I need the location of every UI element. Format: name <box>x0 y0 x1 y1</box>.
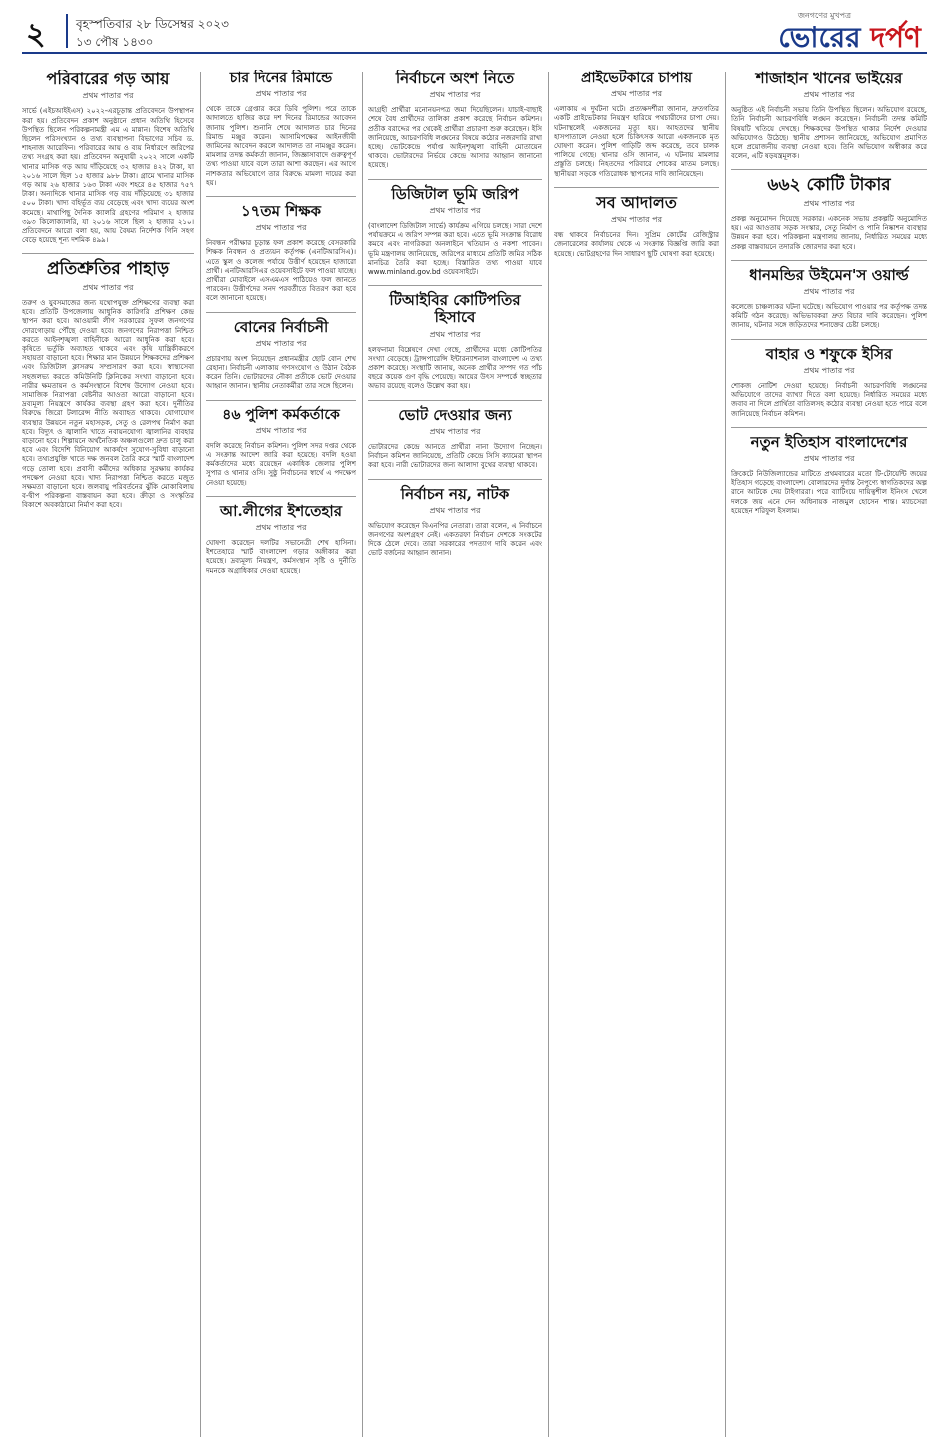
headline: ৬৬২ কোটি টাকার <box>767 175 891 196</box>
masthead-divider <box>66 14 68 48</box>
continued-label: প্রথম পাতার পর <box>429 90 481 100</box>
continued-label: প্রথম পাতার পর <box>82 282 134 292</box>
column-2 <box>206 70 356 1440</box>
article-body: থেকে তাকে গ্রেপ্তার করে ডিবি পুলিশ। পরে তাকে আদালতে হাজির করে দশ দিনের রিমান্ডের আবেদন জানায় পুলিশ। শুনানি শেষে আদালত চার দিনের রিমান্ড মঞ্জুর করেন। আসামিপক্ষের আইনজীবী জামিনের আবেদন করলে আদালত তা নামঞ্জুর করেন। মামলার তদন্ত কর্মকর্তা জানান, জিজ্ঞাসাবাদে গুরুত্বপূর্ণ তথ্য পাওয়া যাবে বলে তারা আশা করছেন। এর আগে নাশকতার অভিযোগে তার বিরুদ্ধে মামলা দায়ের করা হয়। <box>206 105 356 187</box>
continued-label: প্রথম পাতার পর <box>255 523 307 533</box>
article-promises <box>22 260 194 510</box>
article-body: ঘোষণা করেছেন দলটির সভানেত্রী শেখ হাসিনা। ইশতেহারে স্মার্ট বাংলাদেশ গড়ার অঙ্গীকার করা হয়েছে। দ্রব্যমূল্য নিয়ন্ত্রণ, কর্মসংস্থান সৃষ্টি ও দুর্নীতি দমনকে অগ্রাধিকার দেওয়া হয়েছে। <box>206 539 356 575</box>
logo-tagline: জনগণের মুখপত্র <box>797 11 851 20</box>
article-662-crore <box>731 176 927 251</box>
headline: সব আদালত <box>596 192 677 212</box>
article-body: (বাংলাদেশ ডিজিটাল সার্ভে) কার্যক্রম এগিয়ে চলছে। সারা দেশে পর্যায়ক্রমে এ জরিপ সম্পন্ন করা হবে। এতে ভূমি সংক্রান্ত বিরোধ কমবে এবং নাগরিকরা অনলাইনে খতিয়ান ও নকশা পাবেন। ভূমি মন্ত্রণালয় জানিয়েছে, জরিপের মাধ্যমে প্রতিটি জমির সঠিক মানচিত্র তৈরি করা হচ্ছে। বিস্তারিত তথ্য পাওয়া যাবে www.minland.gov.bd ওয়েবসাইটে। <box>368 221 542 276</box>
article-body: বদলি করেছে নির্বাচন কমিশন। পুলিশ সদর দপ্তর থেকে এ সংক্রান্ত আদেশ জারি করা হয়েছে। বদলি হওয়া কর্মকর্তাদের মধ্যে রয়েছেন একাধিক জেলার পুলিশ সুপার ও থানার ওসি। সুষ্ঠু নির্বাচনের স্বার্থে এ পদক্ষেপ নেওয়া হয়েছে। <box>206 441 356 487</box>
continued-label: প্রথম পাতার পর <box>803 90 855 100</box>
article-body: অভিযোগ করেছেন বিএনপির নেতারা। তারা বলেন, এ নির্বাচনে জনগণের অংশগ্রহণ নেই। একতরফা নির্বাচন দেশকে সংকটের দিকে ঠেলে দেবে। তারা সরকারের পদত্যাগ দাবি করেন এবং ভোট বর্জনের আহ্বান জানান। <box>368 521 542 558</box>
continued-label: প্রথম পাতার পর <box>255 425 307 435</box>
headline: আ.লীগের ইশতেহার <box>220 501 342 520</box>
headline: নতুন ইতিহাস বাংলাদেশের <box>750 432 908 451</box>
headline: টিআইবির কোটিপতির হিসাবে <box>389 291 521 327</box>
continued-label: প্রথম পাতার পর <box>429 205 481 215</box>
article-body: তরুণ ও যুবসমাজের জন্য যথোপযুক্ত প্রশিক্ষণের ব্যবস্থা করা হবে। প্রতিটি উপজেলায় আধুনিক কারিগরি প্রশিক্ষণ কেন্দ্র স্থাপন করা হবে। আওয়ামী লীগ সরকারের সুফল জনগণের দোরগোড়ায় পৌঁছে দেওয়া হবে। জনগণের নিরাপত্তা নিশ্চিত করতে আইনশৃঙ্খলা বাহিনীকে আরো আধুনিক করা হবে। কৃষিতে ভর্তুকি অব্যাহত থাকবে এবং কৃষি যান্ত্রিকীকরণে সহায়তা বাড়ানো হবে। শিক্ষার মান উন্নয়নে শিক্ষকদের প্রশিক্ষণ এবং ডিজিটাল ক্লাসরুম সম্প্রসারণ করা হবে। স্বাস্থ্যসেবা সহজলভ্য করতে কমিউনিটি ক্লিনিকের সংখ্যা বাড়ানো হবে। নারীর ক্ষমতায়ন ও কর্মসংস্থানে বিশেষ উদ্যোগ নেওয়া হবে। সামাজিক নিরাপত্তা বেষ্টনীর আওতা আরো বাড়ানো হবে। দ্রব্যমূল্য নিয়ন্ত্রণে কার্যকর ব্যবস্থা গ্রহণ করা হবে। দুর্নীতির বিরুদ্ধে জিরো টলারেন্স নীতি অব্যাহত থাকবে। যোগাযোগ ব্যবস্থার উন্নয়নে নতুন মহাসড়ক, সেতু ও রেলপথ নির্মাণ করা হবে। বিদ্যুৎ ও জ্বালানি খাতে নবায়নযোগ্য জ্বালানির ব্যবহার বাড়ানো হবে। শিল্পায়নে অর্থনৈতিক অঞ্চলগুলো দ্রুত চালু করা হবে এবং বিদেশি বিনিয়োগ আকর্ষণে সুযোগ-সুবিধা বাড়ানো হবে। তথ্যপ্রযুক্তি খাতে দক্ষ জনবল তৈরি করে স্মার্ট বাংলাদেশ গড়ে তোলা হবে। প্রবাসী কর্মীদের অধিকার সুরক্ষায় কার্যকর পদক্ষেপ নেওয়া হবে। খাদ্য নিরাপত্তা নিশ্চিত করতে মজুত সক্ষমতা বাড়ানো হবে। জলবায়ু পরিবর্তনের ঝুঁকি মোকাবিলায় ব-দ্বীপ পরিকল্পনা বাস্তবায়ন করা হবে। ক্রীড়া ও সংস্কৃতির বিকাশে অবকাঠামো নির্মাণ করা হবে। <box>22 298 194 510</box>
article-body: নিবন্ধন পরীক্ষার চূড়ান্ত ফল প্রকাশ করেছে বেসরকারি শিক্ষক নিবন্ধন ও প্রত্যয়ন কর্তৃপক্ষ (এনটিআরসিএ)। এতে স্কুল ও কলেজ পর্যায়ে উত্তীর্ণ হয়েছেন হাজারো প্রার্থী। এনটিআরসিএর ওয়েবসাইটে ফল পাওয়া যাচ্ছে। প্রার্থীরা মোবাইলে এসএমএস পাঠিয়েও ফল জানতে পারবেন। উত্তীর্ণদের সনদ পরবর্তীতে বিতরণ করা হবে বলে জানানো হয়েছে। <box>206 239 356 303</box>
article-bahar-shafu-ec <box>731 346 927 419</box>
continued-label: প্রথম পাতার পর <box>82 91 134 101</box>
article-body: আগ্রহী প্রার্থীরা মনোনয়নপত্র জমা দিয়েছিলেন। যাচাই-বাছাই শেষে বৈধ প্রার্থীদের তালিকা প্রকাশ করেছে নির্বাচন কমিশন। প্রতীক বরাদ্দের পর থেকেই প্রার্থীরা প্রচারণা শুরু করেছেন। ইসি জানিয়েছে, আচরণবিধি লঙ্ঘনের বিষয়ে কঠোর নজরদারি রাখা হচ্ছে। ভোটকেন্দ্রে পর্যাপ্ত আইনশৃঙ্খলা বাহিনী মোতায়েন থাকবে। ভোটারদের নির্ভয়ে কেন্দ্রে আসার আহ্বান জানানো হয়েছে। <box>368 106 542 170</box>
column-5 <box>731 70 927 1440</box>
headline: নির্বাচন নয়, নাটক <box>400 484 510 503</box>
column-rule <box>200 72 201 1437</box>
column-rule <box>725 72 726 1437</box>
article-election-participation <box>368 70 542 171</box>
column-1 <box>22 70 194 1440</box>
article-body: প্রকল্প অনুমোদন দিয়েছে সরকার। একনেক সভায় প্রকল্পটি অনুমোদিত হয়। এর আওতায় সড়ক সংস্কার, সেতু নির্মাণ ও পানি নিষ্কাশন ব্যবস্থার উন্নয়ন করা হবে। পরিকল্পনা মন্ত্রণালয় জানায়, নির্ধারিত সময়ের মধ্যে প্রকল্প বাস্তবায়নে তদারকি জোরদার করা হবে। <box>731 215 927 251</box>
article-police-transfer <box>206 407 356 488</box>
article-body: এলাকায় এ দুর্ঘটনা ঘটে। প্রত্যক্ষদর্শীরা জানান, দ্রুতগতির একটি প্রাইভেটকার নিয়ন্ত্রণ হারিয়ে পথচারীদের চাপা দেয়। ঘটনাস্থলেই একজনের মৃত্যু হয়। আহতদের স্থানীয় হাসপাতালে নেওয়া হলে চিকিৎসক আরো একজনকে মৃত ঘোষণা করেন। পুলিশ গাড়িটি জব্দ করেছে, তবে চালক পালিয়ে গেছে। থানার ওসি জানান, এ ঘটনায় মামলার প্রস্তুতি চলছে। নিহতদের পরিবারে শোকের মাতম চলছে। স্থানীয়রা সড়কে গতিরোধক স্থাপনের দাবি জানিয়েছেন। <box>554 105 719 178</box>
continued-label: প্রথম পাতার পর <box>255 223 307 233</box>
date-bengali: ১৩ পৌষ ১৪৩০ <box>76 35 154 49</box>
newspaper-logo <box>778 10 921 53</box>
article-al-manifesto <box>206 503 356 576</box>
article-voting <box>368 407 542 471</box>
date-gregorian: বৃহস্পতিবার ২৮ ডিসেম্বর ২০২৩ <box>76 17 229 31</box>
article-family-income <box>22 70 194 245</box>
headline: ডিজিটাল ভূমি জরিপ <box>391 184 519 203</box>
article-body: বন্ধ থাকবে নির্বাচনের দিন। সুপ্রিম কোর্টের রেজিস্ট্রার জেনারেলের কার্যালয় থেকে এ সংক্রান্ত বিজ্ঞপ্তি জারি করা হয়েছে। ভোটগ্রহণের দিন সাধারণ ছুটি ঘোষণা করা হয়েছে। <box>554 231 719 258</box>
continued-label: প্রথম পাতার পর <box>803 287 855 297</box>
article-tib-millionaires <box>368 292 542 392</box>
continued-label: প্রথম পাতার পর <box>611 215 662 225</box>
article-body: শোকজ নোটিশ দেওয়া হয়েছে। নির্বাচনী আচরণবিধি লঙ্ঘনের অভিযোগে তাদের ব্যাখ্যা দিতে বলা হয়েছে। নির্ধারিত সময়ের মধ্যে জবাব না দিলে প্রার্থিতা বাতিলসহ কঠোর ব্যবস্থা নেওয়া হতে পারে বলে জানিয়েছে নির্বাচন কমিশন। <box>731 381 927 418</box>
column-3 <box>368 70 542 1440</box>
column-4 <box>554 70 719 1440</box>
article-shajahan-khan-brother <box>731 70 927 161</box>
article-body: ভোটারদের কেন্দ্রে আনতে প্রার্থীরা নানা উদ্যোগ নিচ্ছেন। নির্বাচন কমিশন জানিয়েছে, প্রতিটি কেন্দ্রে সিসি ক্যামেরা স্থাপন করা হবে। নারী ভোটারদের জন্য আলাদা বুথের ব্যবস্থা থাকবে। <box>368 442 542 470</box>
article-not-election-drama <box>368 486 542 559</box>
article-remand <box>206 70 356 188</box>
logo-word-2: দর্পণ <box>870 21 921 54</box>
article-body: সার্ভে (এইচআইইএস) ২০২২-এরচূড়ান্ত প্রতিবেদনে উপস্থাপন করা হয়। প্রতিবেদন প্রকাশ অনুষ্ঠানে প্রধান অতিথি হিসেবে উপস্থিত ছিলেন পরিকল্পনামন্ত্রী এম এ মান্নান। বিশেষ অতিথি ছিলেন পরিসংখ্যান ও তথ্য ব্যবস্থাপনা বিভাগের সচিব ড. শাহনাজ আরেফিন। পরিবারের আয় ও ব্যয় নির্ধারণে জরিপের তথ্য সংগ্রহ করা হয়। প্রতিবেদন অনুযায়ী ২০২২ সালে একটি খানার মাসিক গড় আয় দাঁড়িয়েছে ৩২ হাজার ৪২২ টাকা, যা ২০১৬ সালে ছিল ১৫ হাজার ৯৮৮ টাকা। গ্রামে খানার মাসিক গড় আয় ২৬ হাজার ১৬৩ টাকা এবং শহরে ৪৫ হাজার ৭৫৭ টাকা। অন্যদিকে খানার মাসিক গড় ব্যয় দাঁড়িয়েছে ৩১ হাজার ৫০০ টাকা। খাদ্য বহির্ভূত ব্যয় বেড়েছে এবং খাদ্য ব্যয়ের অংশ কমেছে। মাথাপিছু দৈনিক ক্যালরি গ্রহণের পরিমাণ ২ হাজার ৩৯৩ কিলোক্যালরি, যা ২০১৬ সালে ছিল ২ হাজার ২১০। প্রতিবেদনে আরো বলা হয়, আয় বৈষম্য নির্দেশক গিনি সহগ বেড়ে হয়েছে শূন্য দশমিক ৪৯৯। <box>22 107 194 245</box>
article-all-courts <box>554 194 719 259</box>
article-teacher-registration <box>206 203 356 304</box>
headline: নির্বাচনে অংশ নিতে <box>395 70 515 87</box>
column-rule <box>362 72 363 1437</box>
article-body: ক্রিকেটে নিউজিল্যান্ডের মাটিতে প্রথমবারের মতো টি-টোয়েন্টি জয়ের ইতিহাস গড়েছে বাংলাদেশ। বোলারদের দুর্দান্ত নৈপুণ্যে স্বাগতিকদের অল্প রানে আটকে দেয় টাইগাররা। পরে ব্যাটিংয়ে দায়িত্বশীল ইনিংস খেলে দলকে জয় এনে দেন অধিনায়ক নাজমুল হোসেন শান্ত। ম্যাচসেরা হয়েছেন শরিফুল ইসলাম। <box>731 470 927 515</box>
article-body: কলেজে চাঞ্চল্যকর ঘটনা ঘটেছে। অভিযোগ পাওয়ার পর কর্তৃপক্ষ তদন্ত কমিটি গঠন করেছে। অভিভাবকরা দ্রুত বিচার দাবি করেছেন। পুলিশ জানায়, ঘটনার সঙ্গে জড়িতদের শনাক্তের চেষ্টা চলছে। <box>731 303 927 330</box>
continued-label: প্রথম পাতার পর <box>803 454 855 463</box>
article-new-history-bangladesh <box>731 434 927 516</box>
headline: শাজাহান খানের ভাইয়ের <box>755 70 903 87</box>
article-private-car-accident <box>554 70 719 179</box>
masthead <box>22 8 927 54</box>
continued-label: প্রথম পাতার পর <box>803 199 855 209</box>
continued-label: প্রথম পাতার পর <box>611 89 662 99</box>
headline: বাহার ও শফুকে ইসির <box>765 344 893 363</box>
headline: ৪৬ পুলিশ কর্মকর্তাকে <box>222 406 340 423</box>
headline: ভোট দেওয়ার জন্য <box>398 405 512 424</box>
headline: প্রাইভেটকারে চাপায় <box>581 70 692 86</box>
headline: প্রতিশ্রুতির পাহাড় <box>46 259 170 280</box>
article-body: অনুষ্ঠিত এই নির্বাচনী সভায় তিনি উপস্থিত ছিলেন। অভিযোগ রয়েছে, তিনি নির্বাচনী আচরণবিধি লঙ্ঘন করেছেন। নির্বাচনী তদন্ত কমিটি বিষয়টি খতিয়ে দেখছে। শিক্ষকদের উপস্থিত থাকার নির্দেশ দেওয়ার অভিযোগও উঠেছে। স্থানীয় প্রশাসন জানিয়েছে, অভিযোগ প্রমাণিত হলে প্রয়োজনীয় ব্যবস্থা নেওয়া হবে। তিনি অভিযোগ অস্বীকার করে বলেন, এটি ষড়যন্ত্রমূলক। <box>731 106 927 161</box>
continued-label: প্রথম পাতার পর <box>255 338 307 348</box>
continued-label: প্রথম পাতার পর <box>429 426 481 436</box>
article-sister-campaign <box>206 319 356 392</box>
logo-word-1: ভোরের <box>778 21 861 54</box>
article-body: হলফনামা বিশ্লেষণে দেখা গেছে, প্রার্থীদের মধ্যে কোটিপতির সংখ্যা বেড়েছে। ট্রান্সপারেন্সি ইন্টারন্যাশনাল বাংলাদেশ এ তথ্য প্রকাশ করেছে। সংস্থাটি জানায়, অনেক প্রার্থীর সম্পদ গত পাঁচ বছরে কয়েক গুণ বৃদ্ধি পেয়েছে। আয়ের উৎস সম্পর্কে স্বচ্ছতার অভাব রয়েছে বলেও উল্লেখ করা হয়। <box>368 345 542 391</box>
continued-label: প্রথম পাতার পর <box>803 365 855 375</box>
article-dhanmondi-womens-world <box>731 267 927 331</box>
headline: ধানমন্ডির উইমেন'স ওয়ার্ল্ড <box>749 265 909 284</box>
headline: চার দিনের রিমান্ডে <box>229 70 333 86</box>
column-rule <box>548 72 549 1437</box>
headline: ১৭তম শিক্ষক <box>240 201 322 220</box>
article-body: প্রচারণায় অংশ নিয়েছেন প্রধানমন্ত্রীর ছোট বোন শেখ রেহানা। নির্বাচনী এলাকায় গণসংযোগ ও উঠান বৈঠক করেন তিনি। ভোটারদের নৌকা প্রতীকে ভোট দেওয়ার আহ্বান জানান। স্থানীয় নেতাকর্মীরা তার সঙ্গে ছিলেন। <box>206 354 356 391</box>
headline: বোনের নির্বাচনী <box>233 317 329 336</box>
continued-label: প্রথম পাতার পর <box>429 505 481 515</box>
headline: পরিবারের গড় আয় <box>46 70 170 88</box>
page-number: ২ <box>26 17 46 52</box>
continued-label: প্রথম পাতার পর <box>255 89 307 99</box>
continued-label: প্রথম পাতার পর <box>429 329 481 339</box>
article-digital-land-survey <box>368 186 542 277</box>
